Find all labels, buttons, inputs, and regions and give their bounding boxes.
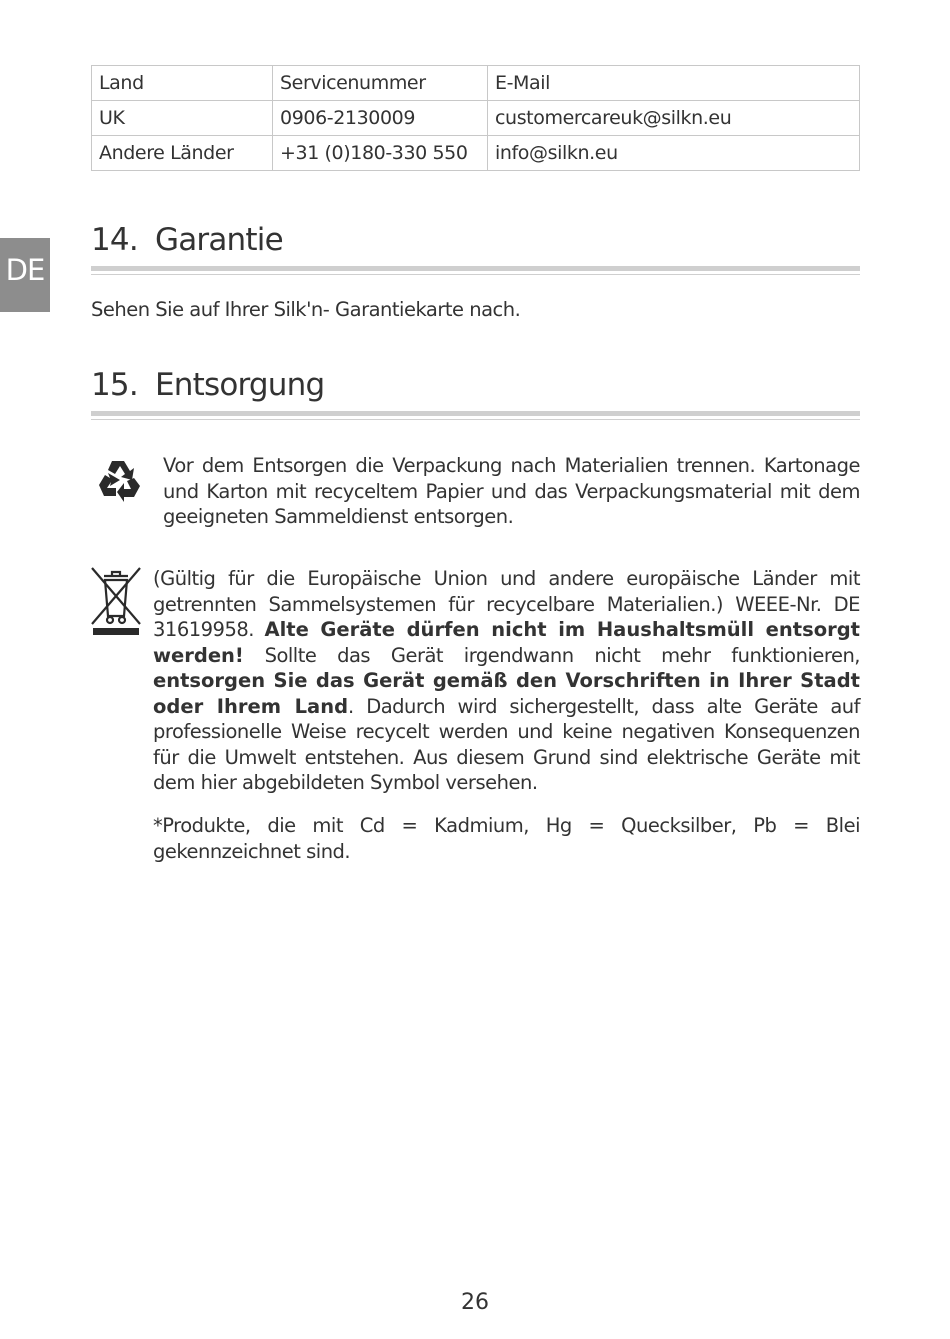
weee-text <box>153 566 860 796</box>
table-header-cell: E-Mail <box>488 66 860 101</box>
language-tab: DE <box>0 238 50 312</box>
section-number: 14. <box>91 222 138 258</box>
table-cell-email: customercareuk@silkn.eu <box>488 101 860 136</box>
weee-bold-instruction: entsorgen Sie das Gerät gemäß den Vorschriften in Ihrer Stadt oder Ihrem Land <box>153 669 860 718</box>
garantie-text: Sehen Sie auf Ihrer Silk'n- Garantiekarte nach. <box>91 298 521 321</box>
weee-text-part: (Gültig für die Europäische Union und andere europäische Länder mit getrennten Sammelsystemen für recycelbare Materialien.) WEEE-Nr. DE 31619958. <box>153 567 860 641</box>
heading-rule <box>91 266 860 271</box>
table-cell-phone: 0906-2130009 <box>273 101 488 136</box>
recycle-text: Vor dem Entsorgen die Verpackung nach Materialien trennen. Kartonage und Karton mit recyceltem Papier und das Verpackungsmaterial mit dem geeigneten Sammeldienst entsorgen. <box>163 454 860 528</box>
page-number: 26 <box>461 1290 489 1315</box>
heavy-metals-note: *Produkte, die mit Cd = Kadmium, Hg = Quecksilber, Pb = Blei gekennzeichnet sind. <box>153 814 860 863</box>
section-title: Garantie <box>155 222 283 258</box>
table-cell-country: UK <box>92 101 273 136</box>
heading-rule-thin <box>91 419 860 420</box>
weee-text-part: Sollte das Gerät irgendwann nicht mehr funktionieren, <box>243 643 860 667</box>
table-cell-country: Andere Länder <box>92 136 273 171</box>
table-header-cell: Servicenummer <box>273 66 488 101</box>
section-number: 15. <box>91 367 138 403</box>
table-header-cell: Land <box>92 66 273 101</box>
table-row <box>92 136 860 171</box>
table-header-row <box>92 66 860 101</box>
section-heading-entsorgung <box>91 367 860 403</box>
table-cell-phone: +31 (0)180-330 550 <box>273 136 488 171</box>
contact-table <box>91 65 860 171</box>
weee-text-part: . Dadurch wird sichergestellt, dass alte Geräte auf professionelle Weise recycelt werden und keine negativen Konsequenzen für die Umwelt entstehen. Aus diesem Grund sind elektrische Geräte mit dem hier abgebildeten Symbol versehen. <box>153 694 860 794</box>
section-heading-garantie <box>91 222 860 258</box>
table-cell-email: info@silkn.eu <box>488 136 860 171</box>
table-row <box>92 101 860 136</box>
weee-bold-warning: Alte Geräte dürfen nicht im Haushaltsmüll entsorgt werden! <box>153 618 860 667</box>
recycle-icon <box>96 458 142 502</box>
heading-rule-thin <box>91 274 860 275</box>
heading-rule <box>91 411 860 416</box>
crossed-out-bin-icon <box>89 566 143 638</box>
section-title: Entsorgung <box>155 367 325 403</box>
